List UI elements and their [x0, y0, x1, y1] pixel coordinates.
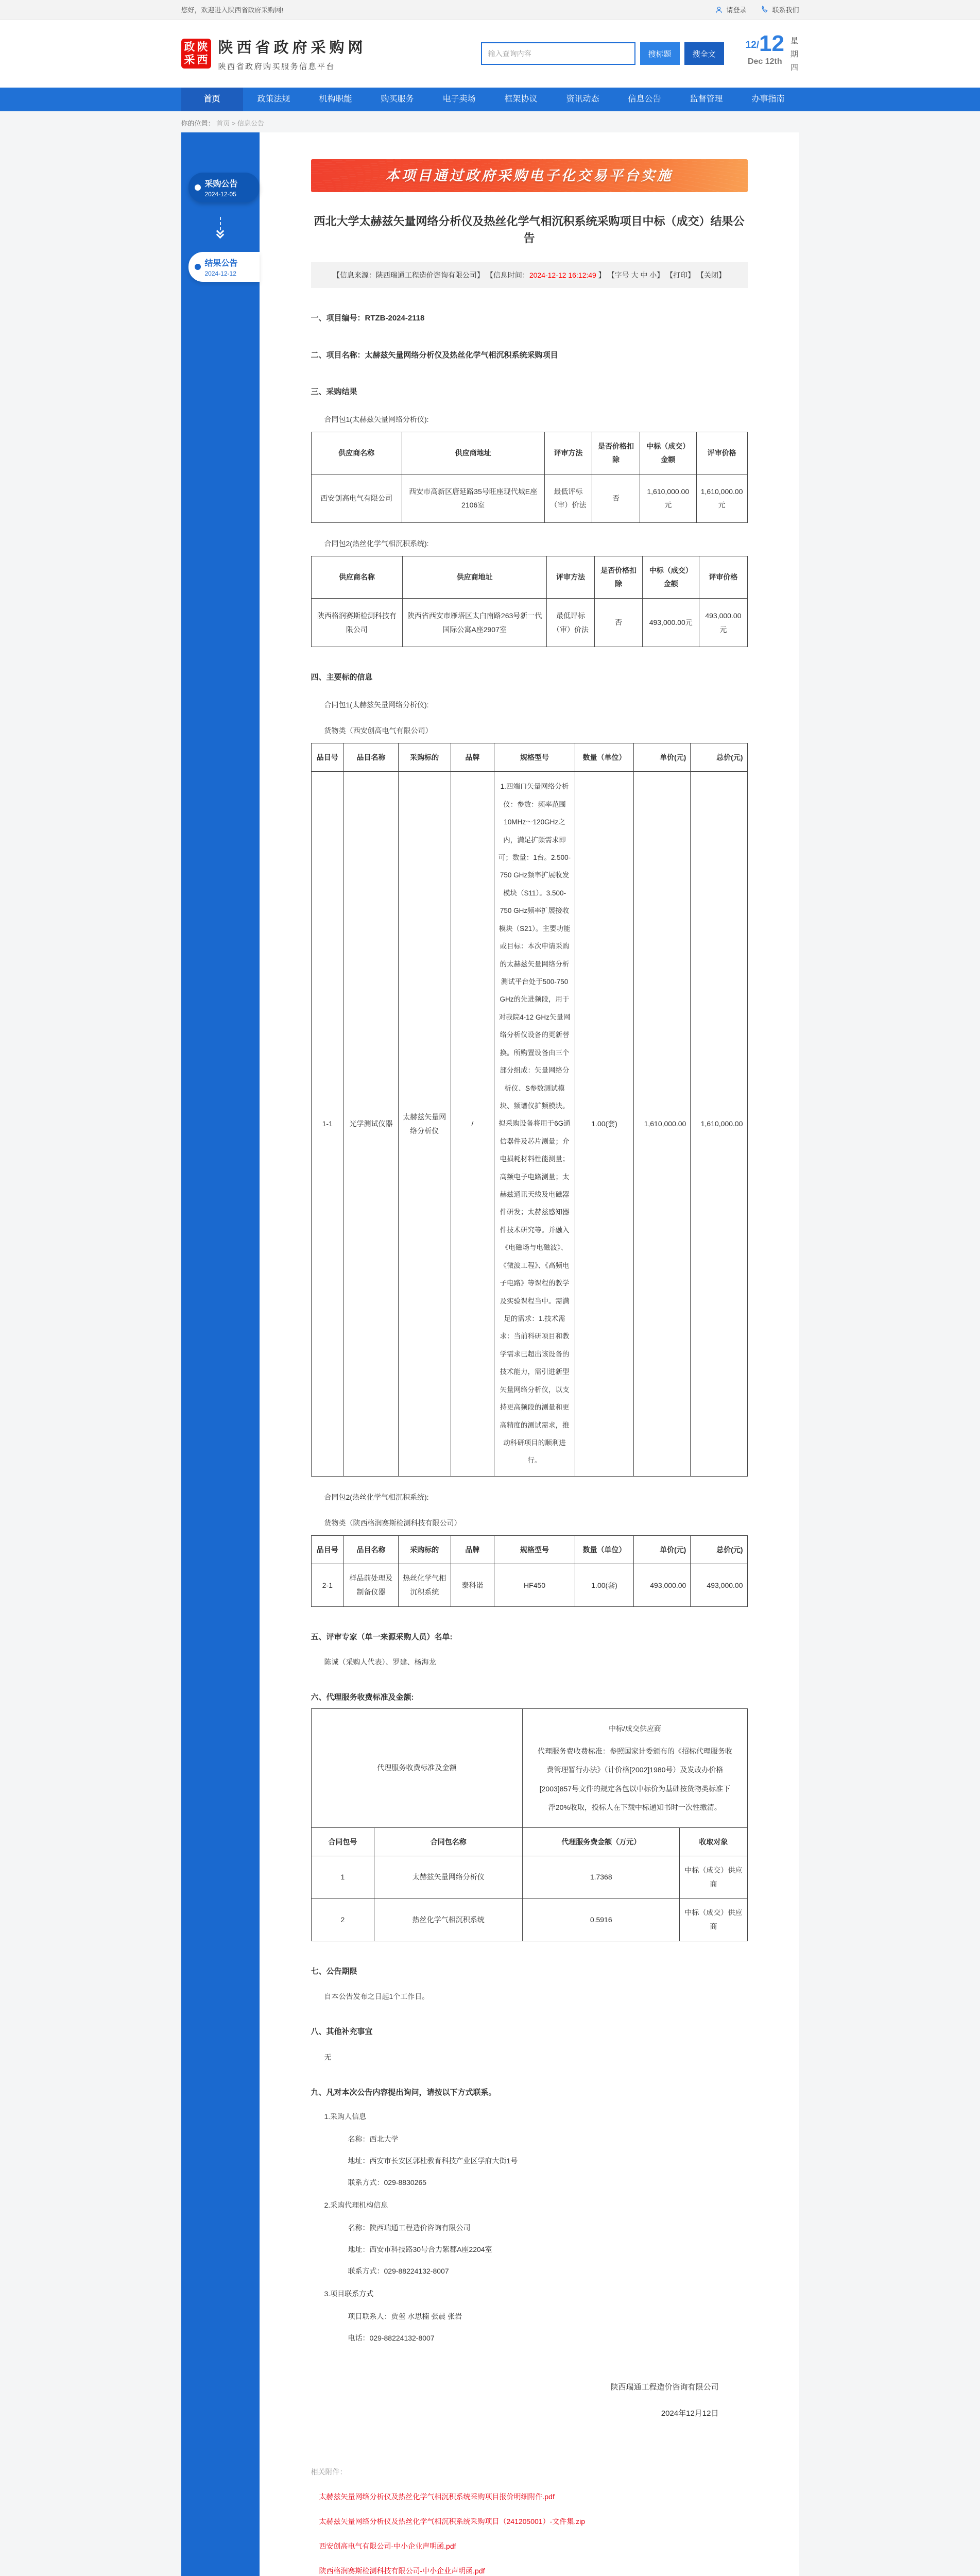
date-widget [746, 32, 799, 75]
buyer-name: 名称：西北大学 [348, 2135, 399, 2143]
table-row: 1-1 光学测试仪器 太赫兹矢量网络分析仪 / 1.四端口矢量网络分析仪：参数：频率范围10MHz～120GHz之内，满足扩频需求即可；数量：1台。2.500-750 GHz频率扩展收发模块（S11）。3.500-750 GHz频率扩展接收模块（S21）。主要功能或目标：本次申请采购的太赫兹矢量网络分析测试平台处于500-750 GHz的先进频段，用于对我院4-12 GHz矢量网络分析仪设备的更新替换。所购置设备由三个部分组成：矢量网络分析仪、S参数测试模块、频谱仪扩频模块。拟采购设备将用于6G通信器件及芯片测量；介电损耗材料性能测量；高频电子电路测量；太赫兹通讯天线及电磁器件研发；太赫兹感知器件技术研究等。并融入《电磁场与电磁波》、《微波工程》、《高频电子电路》等课程的教学及实验课程当中。需满足的需求：1.技术需求：当前科研项目和教学需求已超出该设备的技术能力，需引进新型矢量网络分析仪，以支持更高频段的测量和更高精度的测试需求，推动科研项目的顺利进行。 1.00(套) 1,610,000.00 1,610,000.00 [311, 772, 747, 1476]
buyer-address: 地址：西安市长安区郭杜教育科技产业区学府大街1号 [348, 2157, 518, 2165]
date-english: Dec 12th [747, 57, 782, 66]
fontsize-small-button[interactable]: 小 [649, 271, 657, 279]
site-logo[interactable]: 政 陕 采 西 [181, 39, 211, 69]
site-title: 陕西省政府采购网 [218, 39, 367, 56]
attachment-link[interactable]: 太赫兹矢量网络分析仪及热丝化学气相沉积系统采购项目（241205001）-文件集.zip [319, 2517, 586, 2526]
section-other-heading: 八、其他补充事宜 [311, 2027, 373, 2036]
nav-item-guide[interactable]: 办事指南 [751, 95, 785, 104]
login-link[interactable]: 请登录 [715, 5, 746, 14]
agency-info-heading: 2.采购代理机构信息 [324, 2201, 388, 2209]
breadcrumb-current-link[interactable]: 信息公告 [237, 120, 265, 127]
package2-result-table: 供应商名称 供应商地址 评审方法 是否价格扣除 中标（成交）金额 评审价格 陕西格润赛斯检测科技有限公司 陕西省西安市雁塔区太白南路263号新一代国际公寓A座2907室 最低评标（审）价法 否 493,000.00元 493,000.00元 [311, 556, 748, 647]
sidebar [181, 132, 260, 2576]
agency-fee-desc-cell: 中标/成交供应商 代理服务费收费标准：参照国家计委颁布的《招标代理服务收费管理暂行办法》（计价格[2002]1980号）及发改办价格[2003]857号文件的规定各包以中标价为基础按货物类标准下浮20%收取，投标人在下载中标通知书时一次性缴清。 [523, 1708, 747, 1827]
table-row: 陕西格润赛斯检测科技有限公司 陕西省西安市雁塔区太白南路263号新一代国际公寓A座2907室 最低评标（审）价法 否 493,000.00元 493,000.00元 [311, 599, 747, 647]
print-button[interactable]: 【打印】 [666, 271, 695, 279]
project-contacts: 项目联系人：贾堃 水思楠 张晨 张岩 [348, 2312, 462, 2320]
close-button[interactable]: 【关闭】 [697, 271, 726, 279]
attachments-label: 相关附件： [311, 2468, 347, 2476]
date-weekday: 星期四 [790, 36, 799, 73]
fontsize-large-button[interactable]: 大 [631, 271, 639, 279]
info-source: 【信息来源：陕西瑞通工程造价咨询有限公司】 [332, 271, 484, 279]
nav-item-policy[interactable]: 政策法规 [257, 95, 290, 104]
package1-result-table: 供应商名称 供应商地址 评审方法 是否价格扣除 中标（成交）金额 评审价格 西安创高电气有限公司 西安市高新区唐延路35号旺座现代城E座2106室 最低评标（审）价法 否 1,610,000.00元 1,610,000.00元 [311, 432, 748, 523]
main-area [181, 132, 799, 2576]
table-row: 2-1 样品前处理及制备仪器 热丝化学气相沉积系统 泰科诺 HF450 1.00(套) 493,000.00 493,000.00 [311, 1564, 747, 1606]
package1-label: 合同包1(太赫兹矢量网络分析仪): [324, 700, 429, 709]
info-time: 2024-12-12 16:12:49 [529, 271, 596, 279]
meta-bar: 【信息来源：陕西瑞通工程造价咨询有限公司】 【信息时间：2024-12-12 16:12:49 】 【字号 大 中 小】 【打印】 【关闭】 [311, 262, 748, 288]
project-contact-heading: 3.项目联系方式 [324, 2290, 374, 2298]
section-project-number: 一、项目编号：RTZB-2024-2118 [311, 314, 425, 323]
section-agency-fee-heading: 六、代理服务收费标准及金额: [311, 1693, 414, 1702]
nav-item-news[interactable]: 资讯动态 [566, 95, 599, 104]
signature-date: 2024年12月12日 [661, 2409, 719, 2418]
date-day: 12 [759, 30, 784, 56]
attachment-link[interactable]: 太赫兹矢量网络分析仪及热丝化学气相沉积系统采购项目报价明细附件.pdf [319, 2493, 555, 2501]
nav-item-org-functions[interactable]: 机构职能 [319, 95, 352, 104]
section-notice-period-heading: 七、公告期限 [311, 1967, 357, 1976]
welcome-text: 您好，欢迎进入陕西省政府采购网! [181, 6, 284, 14]
nav-item-emall[interactable]: 电子卖场 [442, 95, 476, 104]
package1-item-table: 品目号 品目名称 采购标的 品牌 规格型号 数量（单位） 单价(元) 总价(元) 1-1 光学测试仪器 太赫兹矢量网络分析仪 / 1.四端口矢量网络分析仪：参数：频率范围10MHz～120GHz之内，满足扩频需求即可；数量：1台。2.500-750 GHz频率扩展收发模块（S11）。3.500-750 GHz频率扩展接收模块（S21）。主要功能或目标：本次申请采购的太赫兹矢量网络分析测试平台处于500-750 GHz的先进频段，用于对我院4-12 GHz矢量网络分析仪设备的更新替换。所购置设备由三个部分组成：矢量网络分析仪、S参数测试模块、频谱仪扩频模块。拟采购设备将用于6G通信器件及芯片测量；介电损耗材料性能测量；高频电子电路测量；太赫兹通讯天线及电磁器件研发；太赫兹感知器件技术研究等。并融入《电磁场与电磁波》、《微波工程》、《高频电子电路》等课程的教学及实验课程当中。需满足的需求：1.技术需求：当前科研项目和教学需求已超出该设备的技术能力，需引进新型矢量网络分析仪，以支持更高频段的测量和更高精度的测试需求，推动科研项目的顺利进行。 1.00(套) 1,610,000.00 1,610,000.00 [311, 743, 748, 1477]
search-input[interactable] [481, 42, 635, 65]
table-row: 2 热丝化学气相沉积系统 0.5916 中标（成交）供应商 [311, 1899, 747, 1941]
signature-block [311, 2374, 748, 2427]
attachment-link[interactable]: 西安创高电气有限公司-中小企业声明函.pdf [319, 2542, 456, 2550]
page-title: 西北大学太赫兹矢量网络分析仪及热丝化学气相沉积系统采购项目中标（成交）结果公告 [314, 215, 745, 245]
package2-label: 合同包2(热丝化学气相沉积系统): [324, 1493, 429, 1501]
item-spec-text: 1.四端口矢量网络分析仪：参数：频率范围10MHz～120GHz之内，满足扩频需求即可；数量：1台。2.500-750 GHz频率扩展收发模块（S11）。3.500-750 GHz频率扩展接收模块（S21）。主要功能或目标：本次申请采购的太赫兹矢量网络分析测试平台处于500-750 GHz的先进频段，用于对我院4-12 GHz矢量网络分析仪设备的更新替换。所购置设备由三个部分组成：矢量网络分析仪、S参数测试模块、频谱仪扩频模块。拟采购设备将用于6G通信器件及芯片测量；介电损耗材料性能测量；高频电子电路测量；太赫兹通讯天线及电磁器件研发；太赫兹感知器件技术研究等。并融入《电磁场与电磁波》、《微波工程》、《高频电子电路》等课程的教学及实验课程当中。需满足的需求：1.技术需求：当前科研项目和教学需求已超出该设备的技术能力，需引进新型矢量网络分析仪，以支持更高频段的测量和更高精度的测试需求，推动科研项目的顺利进行。 [494, 772, 575, 1476]
agency-address: 地址：西安市科技路30号合力紫郡A座2204室 [348, 2245, 492, 2253]
section-project-name: 二、项目名称：太赫兹矢量网络分析仪及热丝化学气相沉积系统采购项目 [311, 350, 558, 360]
section-result-heading: 三、采购结果 [311, 387, 357, 396]
bullet-dot-icon [195, 264, 201, 270]
agency-name: 名称：陕西瑞通工程造价咨询有限公司 [348, 2224, 471, 2232]
nav-item-framework[interactable]: 框架协议 [504, 95, 538, 104]
nav-item-announcements[interactable]: 信息公告 [628, 95, 661, 104]
search-title-button[interactable]: 搜标题 [640, 42, 680, 65]
agency-fee-table: 代理服务收费标准及金额 中标/成交供应商 代理服务费收费标准：参照国家计委颁布的《招标代理服务收费管理暂行办法》（计价格[2002]1980号）及发改办价格[2003]857号文件的规定各包以中标价为基础按货物类标准下浮20%收取，投标人在下载中标通知书时一次性缴清。 合同包号 合同包名称 代理服务费金额（万元） 收取对象 1 太赫兹矢量网络分析仪 1.7368 中标（成交）供应商 2 热丝化学气相沉积系统 0.5916 中标（成交）供应商 [311, 1708, 748, 1941]
signature-company: 陕西瑞通工程造价咨询有限公司 [610, 2383, 719, 2392]
search-fulltext-button[interactable]: 搜全文 [684, 42, 724, 65]
nav-item-supervision[interactable]: 监督管理 [690, 95, 723, 104]
site-subtitle: 陕西省政府购买服务信息平台 [218, 62, 336, 71]
flow-arrow-icon [181, 202, 260, 252]
table-row: 西安创高电气有限公司 西安市高新区唐延路35号旺座现代城E座2106室 最低评标（审）价法 否 1,610,000.00元 1,610,000.00元 [311, 474, 747, 522]
section-main-info-heading: 四、主要标的信息 [311, 673, 373, 682]
phone-icon [761, 6, 769, 14]
brand-block [218, 36, 367, 72]
buyer-phone: 联系方式：029-8830265 [348, 2178, 427, 2187]
sidebar-item-result-announcement[interactable]: 结果公告 2024-12-12 [188, 252, 260, 282]
buyer-info-heading: 1.采购人信息 [324, 2112, 367, 2121]
attachment-link[interactable]: 陕西格润赛斯检测科技有限公司-中小企业声明函.pdf [319, 2567, 485, 2575]
attachments [311, 2467, 748, 2576]
agency-phone: 联系方式：029-88224132-8007 [348, 2267, 449, 2275]
package1-label: 合同包1(太赫兹矢量网络分析仪): [324, 415, 429, 423]
package2-label: 合同包2(热丝化学气相沉积系统): [324, 539, 429, 548]
main-nav [0, 88, 980, 111]
etrade-banner: 本项目通过政府采购电子化交易平台实施 [311, 159, 748, 192]
notice-period-value: 自本公告发布之日起1个工作日。 [324, 1992, 429, 2001]
other-value: 无 [324, 2053, 332, 2061]
sidebar-item-procurement-announcement[interactable]: 采购公告 2024-12-05 [188, 173, 260, 202]
breadcrumb-home-link[interactable]: 首页 [216, 120, 230, 127]
experts-names: 陈诚（采购人代表）、罗建、杨海龙 [324, 1658, 436, 1667]
bullet-dot-icon [195, 184, 201, 191]
user-icon [715, 6, 723, 14]
package2-item-table: 品目号 品目名称 采购标的 品牌 规格型号 数量（单位） 单价(元) 总价(元) 2-1 样品前处理及制备仪器 热丝化学气相沉积系统 泰科诺 HF450 1.00(套) 493,000.00 493,000.00 [311, 1535, 748, 1607]
section-experts-heading: 五、评审专家（单一来源采购人员）名单: [311, 1632, 453, 1641]
agency-fee-label-cell: 代理服务收费标准及金额 [311, 1708, 523, 1827]
nav-item-home[interactable]: 首页 [181, 88, 243, 111]
section-contact-heading: 九、凡对本次公告内容提出询问，请按以下方式联系。 [311, 2088, 496, 2097]
table-row: 1 太赫兹矢量网络分析仪 1.7368 中标（成交）供应商 [311, 1856, 747, 1899]
search-area [481, 42, 724, 65]
date-month: 12/ [745, 39, 760, 50]
topbar [0, 0, 980, 20]
site-header [0, 20, 980, 88]
nav-item-purchase-service[interactable]: 购买服务 [381, 95, 414, 104]
breadcrumb: 你的位置： 首页 > 信息公告 [181, 120, 265, 127]
project-phone: 电话：029-88224132-8007 [348, 2334, 435, 2342]
contact-link[interactable]: 联系我们 [761, 5, 799, 14]
package2-goods-type: 货物类（陕西格润赛斯检测科技有限公司） [324, 1518, 461, 1527]
article-content [260, 132, 799, 2576]
package1-goods-type: 货物类（西安创高电气有限公司） [324, 726, 433, 735]
fontsize-medium-button[interactable]: 中 [640, 271, 648, 279]
